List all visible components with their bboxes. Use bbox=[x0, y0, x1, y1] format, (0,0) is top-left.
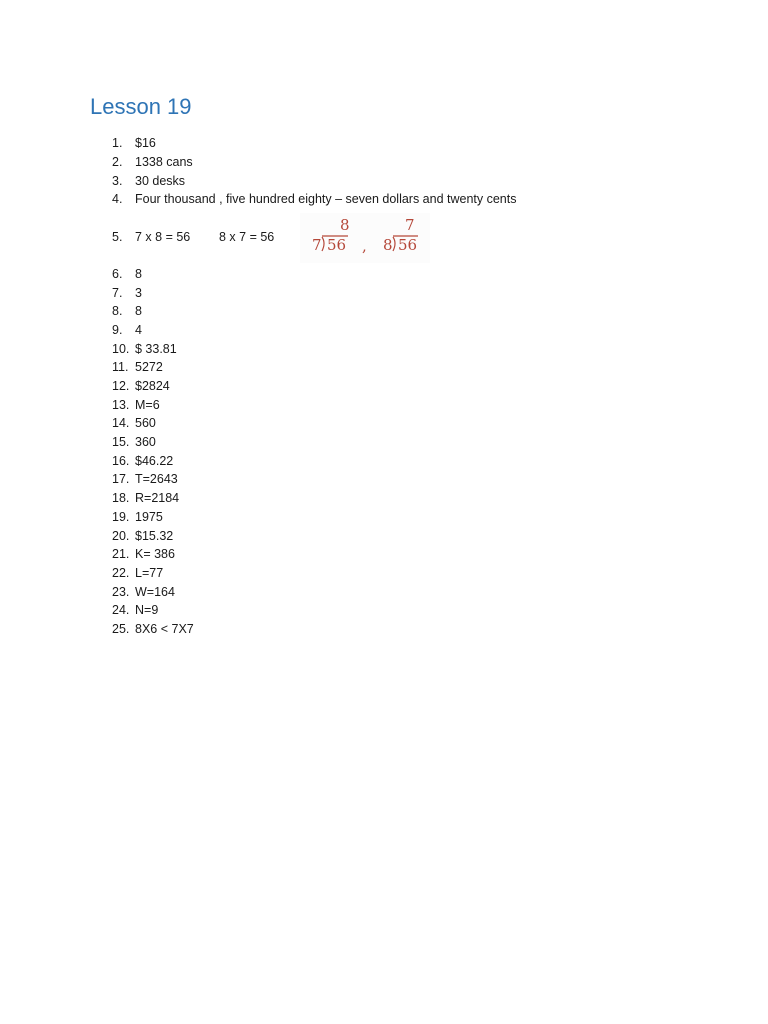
answer-item bbox=[0, 284, 700, 302]
answer-item bbox=[0, 452, 700, 470]
answer-text: W=164 bbox=[135, 584, 175, 599]
answer-text: 3 bbox=[135, 285, 142, 300]
answer-number: 24. bbox=[112, 603, 130, 618]
answer-number: 8. bbox=[112, 304, 123, 319]
answer-text: 1338 cans bbox=[135, 154, 193, 169]
answer-item bbox=[0, 190, 700, 208]
answer-text: L=77 bbox=[135, 565, 164, 580]
answer-item bbox=[0, 545, 700, 563]
division-2-dividend: 56 bbox=[398, 236, 418, 254]
answer-number: 20. bbox=[112, 528, 130, 543]
division-2-quotient: 7 bbox=[405, 216, 415, 234]
answer-item bbox=[0, 265, 700, 283]
answer-item bbox=[0, 620, 700, 638]
answer-text: N=9 bbox=[135, 603, 159, 618]
answer-number: 19. bbox=[112, 509, 130, 524]
answer-text: 5272 bbox=[135, 360, 163, 375]
answer-text: 4 bbox=[135, 323, 142, 338]
answer-text: 8 bbox=[135, 304, 142, 319]
answer-item bbox=[0, 377, 700, 395]
answer-item bbox=[0, 153, 700, 171]
answer-text: R=2184 bbox=[135, 491, 180, 506]
answer-number: 11. bbox=[112, 360, 129, 375]
answer-text: 8X6 < 7X7 bbox=[135, 621, 194, 636]
answer-number: 25. bbox=[112, 621, 130, 636]
answer-number: 9. bbox=[112, 323, 123, 338]
division-2-bracket bbox=[393, 237, 395, 251]
answer-number: 4. bbox=[112, 192, 123, 207]
answer-number: 23. bbox=[112, 584, 130, 599]
answer-number: 5. bbox=[112, 230, 123, 244]
answer-text: Four thousand , five hundred eighty – seven dollars and twenty cents bbox=[135, 192, 517, 207]
answer-extra-text: 8 x 7 = 56 bbox=[219, 230, 275, 244]
answer-item bbox=[0, 302, 700, 320]
answer-number: 1. bbox=[112, 136, 123, 150]
answer-text: $46.22 bbox=[135, 453, 174, 468]
answer-text: 360 bbox=[135, 435, 156, 450]
answer-number: 6. bbox=[112, 267, 123, 281]
answer-text: T=2643 bbox=[135, 472, 178, 487]
answer-number: 15. bbox=[112, 435, 130, 450]
answer-item bbox=[0, 396, 700, 414]
answer-number: 21. bbox=[112, 547, 130, 562]
answer-number: 7. bbox=[112, 285, 123, 300]
answer-text: 560 bbox=[135, 416, 156, 431]
division-1-bracket bbox=[322, 237, 324, 251]
division-1-quotient: 8 bbox=[340, 216, 350, 234]
answer-number: 12. bbox=[112, 379, 130, 394]
answer-text: $15.32 bbox=[135, 528, 174, 543]
answer-item bbox=[0, 321, 700, 339]
answer-number: 16. bbox=[112, 453, 130, 468]
answer-item bbox=[0, 134, 700, 152]
answer-number: 2. bbox=[112, 154, 123, 169]
division-1-dividend: 56 bbox=[327, 236, 347, 254]
answer-number: 17. bbox=[112, 472, 130, 487]
answer-item bbox=[0, 527, 700, 545]
answer-text: 30 desks bbox=[135, 173, 186, 188]
answer-number: 22. bbox=[112, 565, 130, 580]
answer-item bbox=[0, 470, 700, 488]
answer-text: K= 386 bbox=[135, 547, 175, 562]
answer-item bbox=[0, 583, 700, 601]
division-1-divisor: 7 bbox=[312, 236, 322, 254]
answer-number: 18. bbox=[112, 491, 130, 506]
answer-item bbox=[0, 358, 700, 376]
answer-item bbox=[0, 172, 700, 190]
answer-item bbox=[0, 489, 700, 507]
answer-item bbox=[0, 508, 700, 526]
answer-item bbox=[0, 564, 700, 582]
answer-text: $2824 bbox=[135, 379, 170, 394]
answer-number: 14. bbox=[112, 416, 130, 431]
answer-item bbox=[0, 340, 700, 358]
page-title: Lesson 19 bbox=[90, 94, 192, 119]
answer-text: $16 bbox=[135, 136, 156, 150]
answer-text: 1975 bbox=[135, 509, 163, 524]
answer-text: M=6 bbox=[135, 397, 160, 412]
answer-number: 3. bbox=[112, 173, 123, 188]
answer-item bbox=[0, 601, 700, 619]
answer-text: $ 33.81 bbox=[135, 341, 177, 356]
answer-number: 13. bbox=[112, 397, 130, 412]
division-2-divisor: 8 bbox=[383, 236, 393, 254]
answer-item bbox=[0, 433, 700, 451]
long-division-image bbox=[300, 213, 430, 263]
answer-text: 7 x 8 = 56 bbox=[135, 230, 191, 244]
answer-text: 8 bbox=[135, 267, 142, 281]
answer-item bbox=[0, 414, 700, 432]
answer-number: 10. bbox=[112, 341, 130, 356]
division-separator: , bbox=[362, 237, 367, 255]
